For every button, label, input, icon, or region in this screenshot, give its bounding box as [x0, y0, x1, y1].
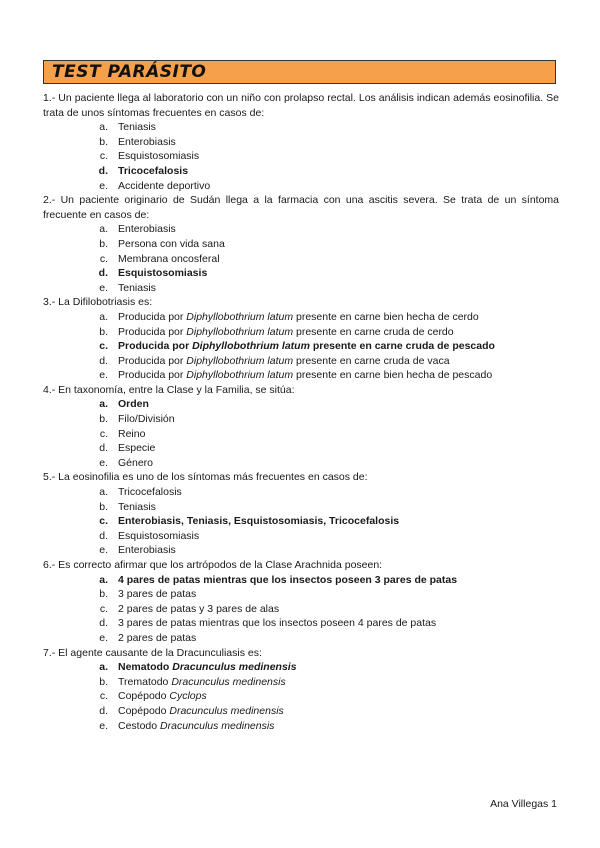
option-text-part: Persona con vida sana: [118, 237, 225, 250]
option-letter: a.: [99, 661, 108, 674]
option-letter: e.: [99, 631, 108, 644]
question-block: [43, 646, 559, 734]
option-letter: b.: [99, 325, 108, 338]
option-text: [118, 573, 457, 588]
question-list: [43, 91, 559, 733]
question-block: [43, 295, 559, 383]
option-letter: b.: [99, 135, 108, 148]
species-name: Diphyllobothrium latum: [192, 340, 310, 353]
species-name: Cyclops: [169, 690, 207, 703]
question-text: 6.- Es correcto afirmar que los artrópodos de la Clase Arachnida poseen:: [43, 559, 383, 571]
answer-options: [43, 573, 559, 646]
option-letter: d.: [98, 267, 108, 280]
option-text: [118, 222, 176, 237]
option-text: [118, 339, 495, 354]
option-text: [118, 135, 176, 150]
answer-option: [43, 149, 559, 164]
species-name: Diphyllobothrium latum: [186, 354, 294, 367]
option-text-part: Filo/División: [118, 413, 175, 426]
option-text: [118, 149, 199, 164]
answer-option: [43, 135, 559, 150]
answer-option: [43, 543, 559, 558]
question-text: 3.- La Difilobotriasis es:: [43, 296, 153, 309]
answer-option: [43, 237, 559, 252]
answer-options: [43, 660, 559, 733]
option-text-part: Copépodo: [118, 690, 170, 703]
option-text: [118, 704, 284, 719]
option-text-part: Enterobiasis: [118, 135, 176, 148]
option-text-part: Esquistosomiasis: [118, 150, 200, 163]
answer-option-correct: [43, 397, 559, 412]
option-text-part: Cestodo: [118, 719, 161, 732]
option-text: [118, 631, 196, 646]
option-text: [118, 456, 153, 471]
option-letter: d.: [99, 529, 108, 542]
option-letter: a.: [99, 223, 108, 236]
option-text-part: Producida por: [118, 340, 193, 353]
option-text: [118, 441, 155, 456]
option-text: [118, 514, 399, 529]
question-block: [43, 470, 559, 558]
option-letter: a.: [99, 398, 108, 411]
option-letter: a.: [99, 486, 108, 499]
answer-option: [43, 704, 559, 719]
option-text: [118, 281, 156, 296]
option-letter: e.: [99, 544, 108, 557]
option-letter: b.: [99, 675, 108, 688]
option-text: [118, 616, 436, 631]
option-text-part: presente en carne bien hecha de pescado: [293, 369, 493, 382]
species-name: Dracunculus medinensis: [172, 661, 297, 674]
option-letter: d.: [99, 442, 108, 455]
option-text-part: Copépodo: [118, 704, 170, 717]
option-letter: c.: [99, 150, 108, 163]
answer-option: [43, 587, 559, 602]
option-text-part: Teniasis: [118, 500, 156, 513]
option-letter: d.: [99, 617, 108, 630]
species-name: Dracunculus medinensis: [171, 675, 286, 688]
species-name: Dracunculus medinensis: [160, 719, 275, 732]
answer-option: [43, 485, 559, 500]
option-text-part: Enterobiasis: [118, 544, 176, 557]
option-text-part: Producida por: [118, 325, 187, 338]
question-text: 7.- El agente causante de la Dracunculiasis es:: [43, 646, 262, 659]
option-text-part: presente en carne cruda de pescado: [309, 340, 495, 353]
option-letter: b.: [99, 500, 108, 513]
option-text-part: Producida por: [118, 369, 187, 382]
answer-option: [43, 120, 559, 135]
answer-option: [43, 412, 559, 427]
answer-options: [43, 222, 559, 295]
answer-option-correct: [43, 514, 559, 529]
option-text-part: Orden: [118, 398, 149, 411]
option-text-part: presente en carne bien hecha de cerdo: [293, 310, 479, 323]
option-letter: c.: [99, 427, 108, 440]
option-text-part: Accidente deportivo: [118, 179, 211, 192]
question-block: [43, 383, 559, 471]
page-footer: Ana Villegas 1: [490, 798, 557, 810]
answer-options: [43, 485, 559, 558]
option-text: [118, 587, 196, 602]
option-text: [118, 325, 454, 340]
answer-option: [43, 529, 559, 544]
option-letter: d.: [98, 164, 108, 177]
option-text: [118, 164, 188, 179]
answer-option: [43, 602, 559, 617]
option-letter: b.: [99, 237, 108, 250]
option-text: [118, 354, 450, 369]
answer-option: [43, 456, 559, 471]
option-text: [118, 310, 479, 325]
option-text-part: Enterobiasis, Teniasis, Esquistosomiasis, Tricocefalosis: [118, 515, 400, 528]
option-text: [118, 252, 220, 267]
answer-option: [43, 675, 559, 690]
option-text: [118, 602, 279, 617]
answer-option: [43, 281, 559, 296]
question-text: 4.- En taxonomía, entre la Clase y la Familia, se sitúa:: [43, 383, 295, 396]
species-name: Diphyllobothrium latum: [186, 310, 294, 323]
option-letter: b.: [99, 413, 108, 426]
answer-option: [43, 325, 559, 340]
option-text-part: 3 pares de patas mientras que los insectos poseen 4 pares de patas: [118, 617, 437, 630]
option-text-part: 3 pares de patas: [118, 588, 197, 601]
option-text-part: Tricocefalosis: [118, 486, 182, 499]
option-text-part: Esquistosomiasis: [118, 267, 208, 280]
option-text-part: 2 pares de patas y 3 pares de alas: [118, 602, 280, 615]
option-text: [118, 120, 156, 135]
option-letter: a.: [99, 573, 108, 586]
option-letter: e.: [99, 456, 108, 469]
option-text-part: presente en carne cruda de cerdo: [293, 325, 454, 338]
answer-option: [43, 689, 559, 704]
page-title: TEST PARÁSITO: [52, 62, 207, 82]
option-text-part: Nematodo: [118, 661, 173, 674]
option-text: [118, 529, 199, 544]
option-text-part: Producida por: [118, 310, 187, 323]
option-letter: c.: [99, 515, 108, 528]
question-block: [43, 558, 559, 646]
option-letter: d.: [99, 354, 108, 367]
answer-options: [43, 397, 559, 470]
option-text: [118, 689, 207, 704]
option-text-part: Enterobiasis: [118, 223, 176, 236]
option-text: [118, 543, 176, 558]
answer-option: [43, 179, 559, 194]
option-text: [118, 368, 492, 383]
option-text-part: 4 pares de patas mientras que los insectos poseen 3 pares de patas: [118, 573, 458, 586]
option-text: [118, 675, 286, 690]
answer-option-correct: [43, 573, 559, 588]
title-banner: [43, 60, 556, 84]
option-letter: e.: [99, 719, 108, 732]
question-block: [43, 91, 559, 193]
species-name: Diphyllobothrium latum: [186, 369, 294, 382]
answer-option: [43, 252, 559, 267]
answer-option: [43, 310, 559, 325]
answer-option: [43, 631, 559, 646]
option-text: [118, 719, 274, 734]
option-text-part: presente en carne cruda de vaca: [293, 354, 450, 367]
option-text-part: Membrana oncosferal: [118, 252, 220, 265]
question-text: 2.- Un paciente originario de Sudán llega a la farmacia con una ascitis severa. Se trata de un síntoma frecuente en casos de:: [43, 194, 559, 221]
option-text: [118, 485, 182, 500]
option-text-part: Teniasis: [118, 281, 156, 294]
option-text-part: Trematodo: [118, 675, 172, 688]
option-text-part: Reino: [118, 427, 146, 440]
option-text: [118, 266, 207, 281]
answer-option: [43, 368, 559, 383]
option-text: [118, 237, 225, 252]
option-text-part: Tricocefalosis: [118, 164, 189, 177]
question-text: 5.- La eosinofilia es uno de los síntomas más frecuentes en casos de:: [43, 471, 368, 484]
option-letter: c.: [99, 340, 108, 353]
option-letter: c.: [99, 602, 108, 615]
option-text: [118, 412, 175, 427]
option-letter: e.: [99, 281, 108, 294]
answer-options: [43, 310, 559, 383]
answer-option: [43, 222, 559, 237]
answer-option-correct: [43, 266, 559, 281]
option-letter: c.: [99, 252, 108, 265]
question-block: [43, 193, 559, 295]
answer-option-correct: [43, 164, 559, 179]
option-text: [118, 660, 297, 675]
answer-options: [43, 120, 559, 193]
option-text: [118, 427, 145, 442]
option-text: [118, 179, 210, 194]
option-letter: a.: [99, 121, 108, 134]
species-name: Diphyllobothrium latum: [186, 325, 294, 338]
answer-option: [43, 354, 559, 369]
option-text-part: Teniasis: [118, 121, 156, 134]
option-text: [118, 397, 149, 412]
option-letter: b.: [99, 588, 108, 601]
option-letter: c.: [99, 690, 108, 703]
option-letter: a.: [99, 310, 108, 323]
option-text-part: 2 pares de patas: [118, 631, 197, 644]
option-letter: e.: [99, 179, 108, 192]
question-text: 1.- Un paciente llega al laboratorio con un niño con prolapso rectal. Los análisis indican además eosinofilia. Se trata de unos síntomas frecuentes en casos de:: [43, 92, 559, 119]
answer-option: [43, 616, 559, 631]
answer-option: [43, 719, 559, 734]
answer-option-correct: [43, 660, 559, 675]
option-text-part: Producida por: [118, 354, 187, 367]
answer-option: [43, 500, 559, 515]
option-text-part: Esquistosomiasis: [118, 529, 200, 542]
option-text-part: Especie: [118, 442, 156, 455]
answer-option: [43, 427, 559, 442]
option-text-part: Género: [118, 456, 154, 469]
option-text: [118, 500, 156, 515]
species-name: Dracunculus medinensis: [169, 704, 284, 717]
answer-option: [43, 441, 559, 456]
option-letter: e.: [99, 369, 108, 382]
answer-option-correct: [43, 339, 559, 354]
option-letter: d.: [99, 704, 108, 717]
